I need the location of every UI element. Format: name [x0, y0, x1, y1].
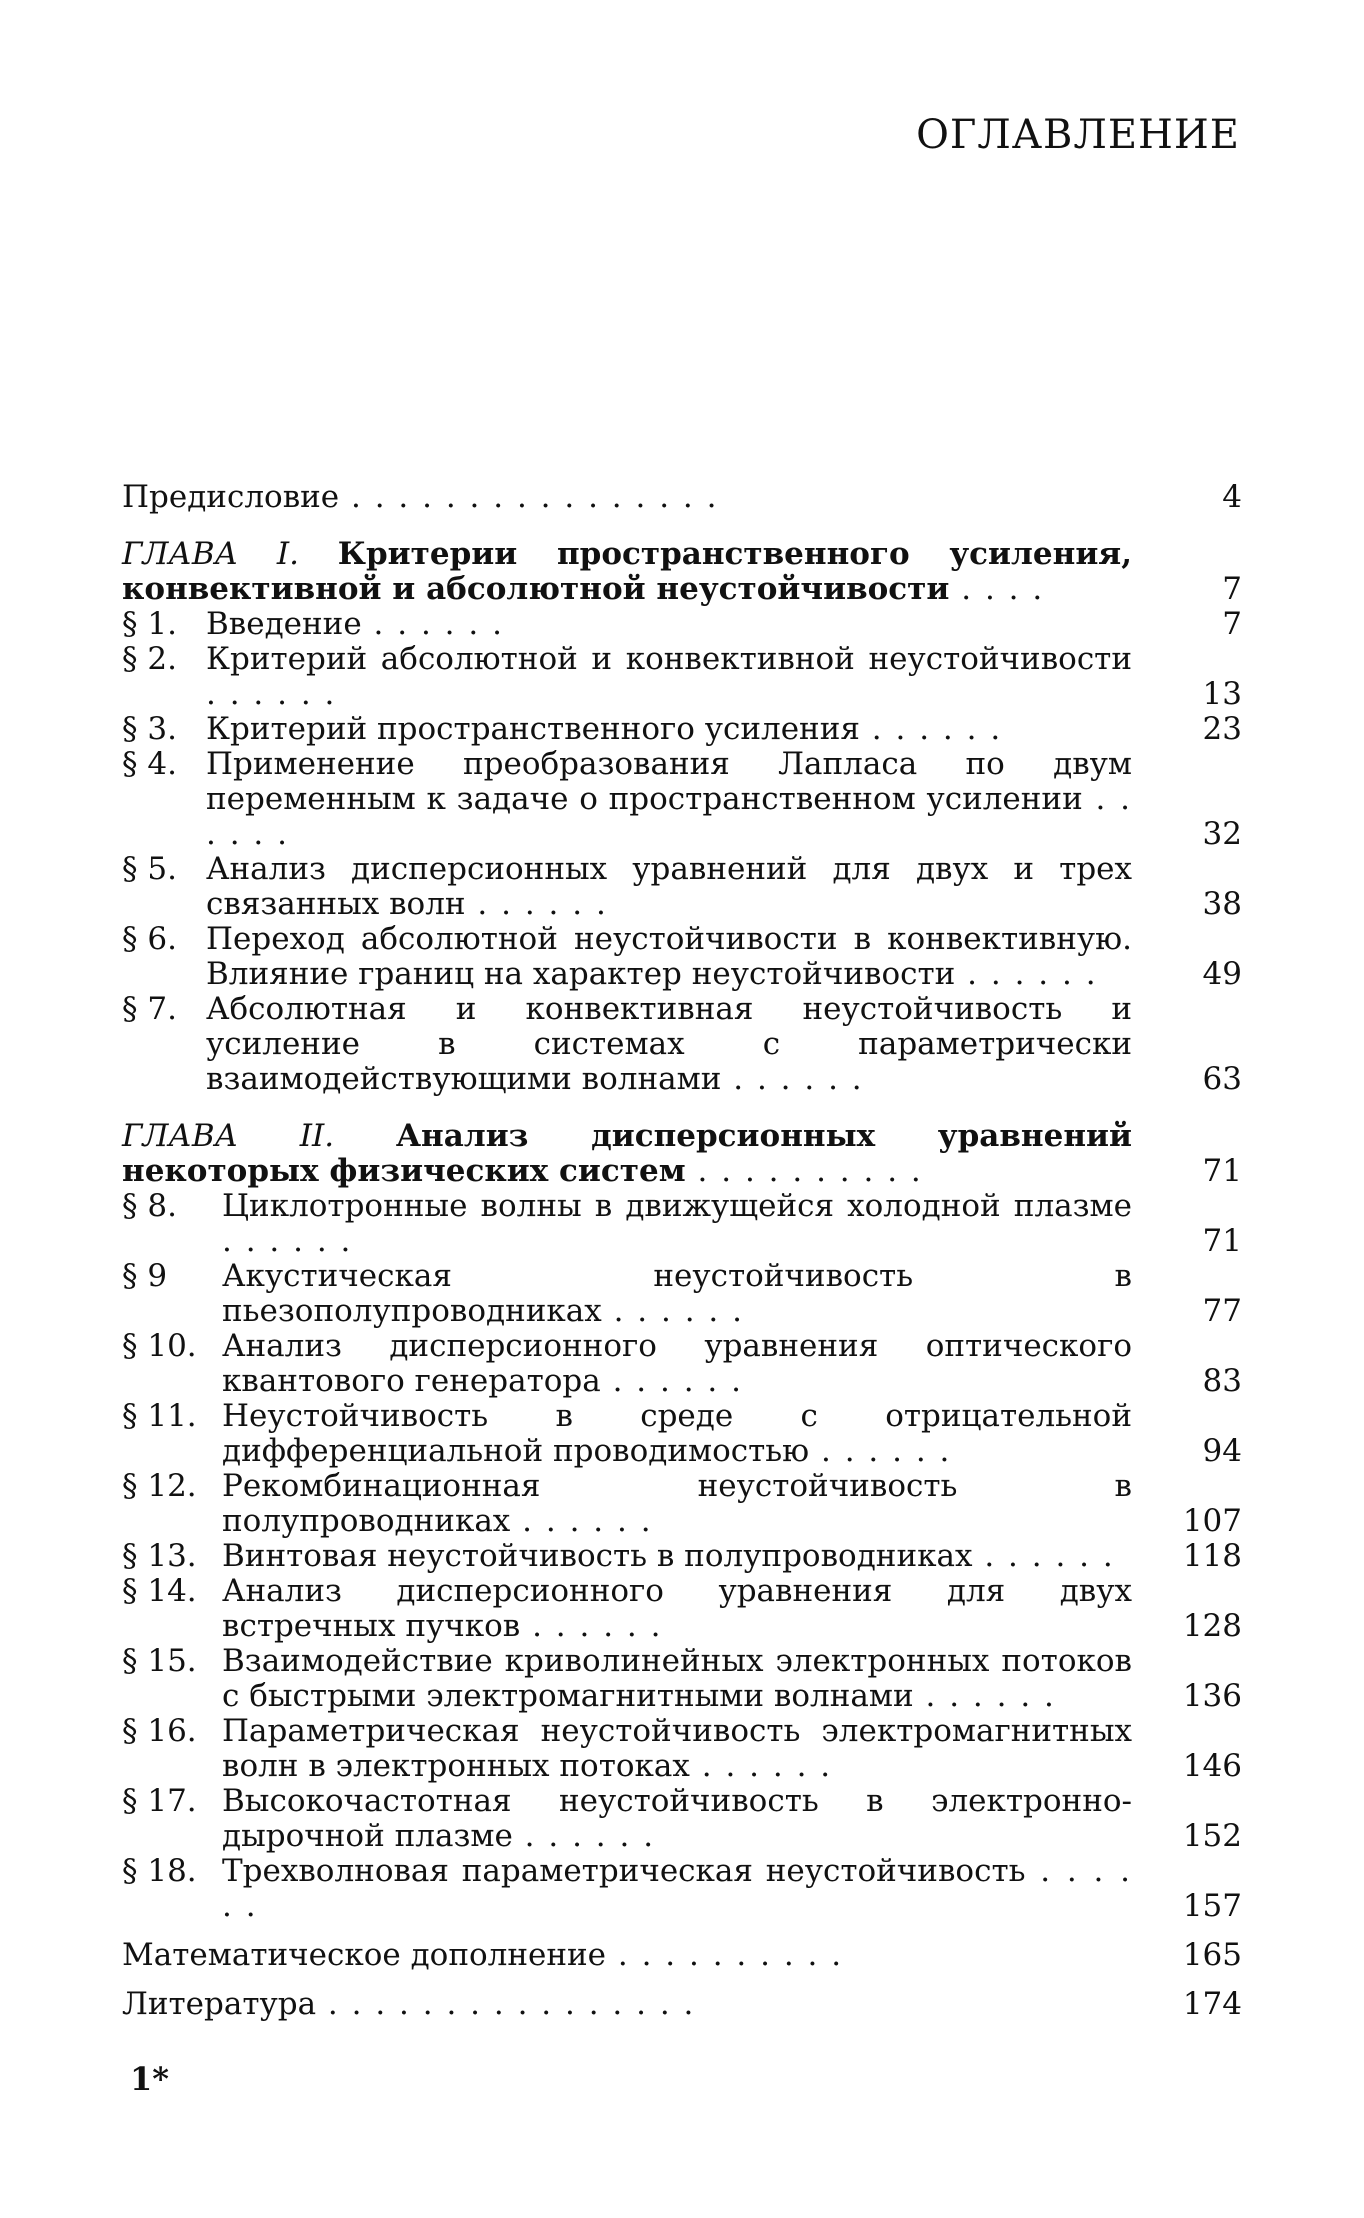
section-number: § 7.	[122, 991, 177, 1027]
toc-section: § 9 Акустическая неустойчивость в пьезополупроводниках . . . . . . 77	[122, 1258, 1242, 1329]
toc-entry-appendix: Математическое дополнение . . . . . . . . . . 165	[122, 1937, 1242, 1973]
page-number: 146	[1182, 1748, 1242, 1784]
page-number: 23	[1202, 711, 1242, 747]
section-number: § 14.	[122, 1573, 197, 1609]
page-number: 152	[1182, 1818, 1242, 1854]
chapter-title: Критерии пространственного усиления, конвективной и абсолютной неустойчивости	[122, 536, 1133, 607]
section-title: Критерий абсолютной и конвективной неустойчивости	[206, 641, 1132, 677]
page-number: 174	[1182, 1986, 1242, 2022]
toc-section: § 3. Критерий пространственного усиления . . . . . . 23	[122, 711, 1242, 747]
page-number: 4	[1222, 479, 1242, 515]
section-number: § 11.	[122, 1398, 197, 1434]
page-number: 165	[1182, 1937, 1242, 1973]
page-number: 7	[1222, 606, 1242, 642]
page-number: 63	[1202, 1061, 1242, 1097]
section-number: § 17.	[122, 1783, 197, 1819]
section-number: § 4.	[122, 746, 177, 782]
section-number: § 5.	[122, 851, 177, 887]
toc-section: § 1. Введение . . . . . . 7	[122, 606, 1242, 642]
section-number: § 1.	[122, 606, 177, 642]
section-title: Введение	[206, 606, 362, 642]
section-number: § 10.	[122, 1328, 197, 1364]
section-title: Абсолютная и конвективная неустойчивость и усиление в системах с параметрически взаимодействующими волнами	[206, 991, 1132, 1097]
chapter-label: ГЛАВА II.	[122, 1118, 335, 1154]
toc-chapter-2: ГЛАВА II. Анализ дисперсионных уравнений некоторых физических систем . . . . . . . . . . 71	[122, 1118, 1242, 1189]
entry-title: Литература	[122, 1986, 317, 2022]
section-title: Неустойчивость в среде с отрицательной дифференциальной проводимостью	[222, 1398, 1132, 1469]
section-number: § 9	[122, 1258, 168, 1294]
toc-section: § 4. Применение преобразования Лапласа по двум переменным к задаче о пространственном усилении . . . . . . 32	[122, 746, 1242, 852]
section-title: Анализ дисперсионного уравнения оптического квантового генератора	[222, 1328, 1132, 1399]
page-number: 136	[1182, 1678, 1242, 1714]
page-number: 71	[1202, 1223, 1242, 1259]
page-number: 38	[1202, 886, 1242, 922]
entry-title: Математическое дополнение	[122, 1937, 607, 1973]
toc-entry-preface: Предисловие . . . . . . . . . . . . . . . . 4	[122, 479, 1242, 515]
toc-section: § 18. Трехволновая параметрическая неустойчивость . . . . . . 157	[122, 1853, 1242, 1924]
chapter-1-sections	[122, 607, 1242, 1097]
toc-section: § 10. Анализ дисперсионного уравнения оптического квантового генератора . . . . . . 83	[122, 1328, 1242, 1399]
section-title: Высокочастотная неустойчивость в электронно-дырочной плазме	[222, 1783, 1132, 1854]
chapter-title: Анализ дисперсионных уравнений некоторых физических систем	[122, 1118, 1133, 1189]
section-title: Анализ дисперсионного уравнения для двух встречных пучков	[222, 1573, 1132, 1644]
page-number: 7	[1222, 571, 1242, 607]
section-title: Параметрическая неустойчивость электромагнитных волн в электронных потоках	[222, 1713, 1132, 1784]
chapter-label: ГЛАВА I.	[122, 536, 300, 572]
toc-section: § 14. Анализ дисперсионного уравнения для двух встречных пучков . . . . . . 128	[122, 1573, 1242, 1644]
page-number: 32	[1202, 816, 1242, 852]
toc-section: § 6. Переход абсолютной неустойчивости в конвективную. Влияние границ на характер неустойчивости . . . . . . 49	[122, 921, 1242, 992]
table-of-contents	[122, 480, 1242, 2022]
section-number: § 15.	[122, 1643, 197, 1679]
section-title: Критерий пространственного усиления	[206, 711, 860, 747]
page-number: 77	[1202, 1293, 1242, 1329]
section-title: Переход абсолютной неустойчивости в конвективную. Влияние границ на характер неустойчивости	[206, 921, 1132, 992]
section-title: Применение преобразования Лапласа по двум переменным к задаче о пространственном усилении	[206, 746, 1132, 817]
entry-title: Предисловие	[122, 479, 340, 515]
toc-section: § 8. Циклотронные волны в движущейся холодной плазме . . . . . . 71	[122, 1188, 1242, 1259]
toc-chapter-1: ГЛАВА I. Критерии пространственного усиления, конвективной и абсолютной неустойчивости . . . . 7	[122, 536, 1242, 607]
section-title: Трехволновая параметрическая неустойчивость	[222, 1853, 1026, 1889]
section-title: Винтовая неустойчивость в полупроводниках	[222, 1538, 973, 1574]
toc-entry-literature: Литература . . . . . . . . . . . . . . . . 174	[122, 1986, 1242, 2022]
page-number: 83	[1202, 1363, 1242, 1399]
section-number: § 16.	[122, 1713, 197, 1749]
section-number: § 18.	[122, 1853, 197, 1889]
section-number: § 3.	[122, 711, 177, 747]
page-number: 157	[1182, 1888, 1242, 1924]
toc-section: § 7. Абсолютная и конвективная неустойчивость и усиление в системах с параметрически взаимодействующими волнами . . . . . . 63	[122, 991, 1242, 1097]
section-title: Рекомбинационная неустойчивость в полупроводниках	[222, 1468, 1132, 1539]
section-title: Циклотронные волны в движущейся холодной плазме	[222, 1188, 1132, 1224]
section-title: Взаимодействие криволинейных электронных потоков с быстрыми электромагнитными волнами	[222, 1643, 1132, 1714]
page-number: 128	[1182, 1608, 1242, 1644]
page-number: 107	[1182, 1503, 1242, 1539]
page-number: 13	[1202, 676, 1242, 712]
section-title: Анализ дисперсионных уравнений для двух и трех связанных волн	[206, 851, 1132, 922]
section-title: Акустическая неустойчивость в пьезополупроводниках	[222, 1258, 1132, 1329]
toc-section: § 16. Параметрическая неустойчивость электромагнитных волн в электронных потоках . . . . . . 146	[122, 1713, 1242, 1784]
section-number: § 8.	[122, 1188, 177, 1224]
page-number: 118	[1182, 1538, 1242, 1574]
toc-section: § 17. Высокочастотная неустойчивость в электронно-дырочной плазме . . . . . . 152	[122, 1783, 1242, 1854]
page-title: ОГЛАВЛЕНИЕ	[916, 112, 1240, 158]
page-number: 49	[1202, 956, 1242, 992]
toc-section: § 2. Критерий абсолютной и конвективной неустойчивости . . . . . . 13	[122, 641, 1242, 712]
section-number: § 13.	[122, 1538, 197, 1574]
toc-section: § 13. Винтовая неустойчивость в полупроводниках . . . . . . 118	[122, 1538, 1242, 1574]
toc-section: § 12. Рекомбинационная неустойчивость в полупроводниках . . . . . . 107	[122, 1468, 1242, 1539]
page-number: 71	[1202, 1153, 1242, 1189]
section-number: § 6.	[122, 921, 177, 957]
section-number: § 2.	[122, 641, 177, 677]
toc-section: § 5. Анализ дисперсионных уравнений для двух и трех связанных волн . . . . . . 38	[122, 851, 1242, 922]
page-number: 94	[1202, 1433, 1242, 1469]
toc-section: § 11. Неустойчивость в среде с отрицательной дифференциальной проводимостью . . . . . . 94	[122, 1398, 1242, 1469]
signature-mark: 1*	[130, 2060, 169, 2098]
toc-section: § 15. Взаимодействие криволинейных электронных потоков с быстрыми электромагнитными волнами . . . . . . 136	[122, 1643, 1242, 1714]
section-number: § 12.	[122, 1468, 197, 1504]
chapter-2-sections	[122, 1189, 1242, 1924]
